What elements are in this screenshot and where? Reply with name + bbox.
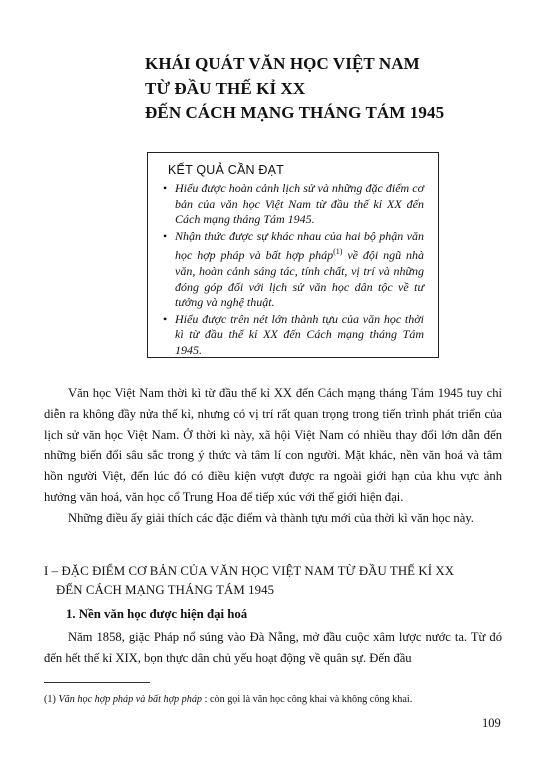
chapter-title-line-3: ĐẾN CÁCH MẠNG THÁNG TÁM 1945: [145, 103, 445, 122]
objectives-list: [163, 181, 424, 359]
page-number: 109: [482, 716, 501, 730]
footnote-term: Văn học hợp pháp và bất hợp pháp: [58, 694, 203, 705]
objective-item: [163, 311, 424, 359]
footnote-text: : còn gọi là văn học công khai và không công khai.: [202, 694, 413, 705]
subsection-heading: 1. Nền văn học được hiện đại hoá: [66, 607, 248, 621]
bullet-icon: •: [163, 181, 168, 195]
learning-objectives-box: [147, 152, 439, 358]
chapter-title-line-1: KHÁI QUÁT VĂN HỌC VIỆT NAM: [145, 54, 420, 73]
objective-text: Hiểu được trên nét lớn thành tựu của văn học thời kì từ đầu thế kỉ XX đến Cách mạng tháng Tám 1945.: [175, 311, 424, 357]
body-paragraph-intro: Văn học Việt Nam thời kì từ đầu thế kỉ XX đến Cách mạng tháng Tám 1945 tuy chỉ diễn ra không đầy nửa thế kỉ, nhưng có vị trí rất quan trọng trong tiến trình phát triển của lịch sử văn học Việt Nam. Ở thời kì này, xã hội Việt Nam có nhiều thay đổi lớn dẫn đến những biến đổi sâu sắc trong ý thức và tâm lí con người. Mặt khác, nền văn hoá và tâm hồn người Việt, đến lúc đó có điều kiện vượt được ra ngoài giới hạn của khu vực ảnh hưởng văn hoá, văn học cổ Trung Hoa để tiếp xúc với thế giới hiện đại.: [44, 386, 502, 504]
objective-item: [163, 228, 424, 311]
footnote-reference[interactable]: (1): [333, 247, 343, 257]
chapter-title: [145, 52, 505, 126]
objective-text: Hiểu được hoàn cảnh lịch sử và những đặc điểm cơ bản của văn học Việt Nam từ đầu thế kỉ XX đến Cách mạng tháng Tám 1945.: [175, 181, 424, 227]
bullet-icon: •: [163, 311, 168, 326]
bullet-icon: •: [163, 228, 168, 243]
section-heading: [44, 562, 514, 600]
footnote-mark: (1): [44, 694, 56, 705]
objective-text-continued: về đội ngũ nhà văn, hoàn cảnh sáng tác, tính chất, vị trí và những đóng góp đối với lịch sử văn học dân tộc về tư tưởng và nghệ thuật.: [175, 248, 424, 310]
footnote-divider: [44, 682, 150, 683]
footnote: [44, 693, 412, 706]
body-paragraph-history: Năm 1858, giặc Pháp nổ súng vào Đà Nẵng, mở đầu cuộc xâm lược nước ta. Từ đó đến hết thế kỉ XIX, bọn thực dân chủ yếu hoạt động về quân sự. Đến đầu: [44, 630, 502, 665]
objective-text: Nhận thức được sự khác nhau của hai bộ phận văn học hợp pháp và bất hợp pháp: [175, 228, 424, 263]
objective-item: [163, 181, 424, 228]
objectives-heading: KẾT QUẢ CẦN ĐẠT: [168, 163, 284, 177]
body-paragraph-explanation: Những điều ấy giải thích các đặc điểm và thành tựu mới của thời kì văn học này.: [68, 511, 474, 525]
section-heading-line-1: I – ĐẶC ĐIỂM CƠ BẢN CỦA VĂN HỌC VIỆT NAM TỪ ĐẦU THẾ KỈ XX: [44, 564, 455, 578]
chapter-title-line-2: TỪ ĐẦU THẾ KỈ XX: [145, 78, 306, 98]
section-heading-line-2: ĐẾN CÁCH MẠNG THÁNG TÁM 1945: [56, 583, 275, 597]
